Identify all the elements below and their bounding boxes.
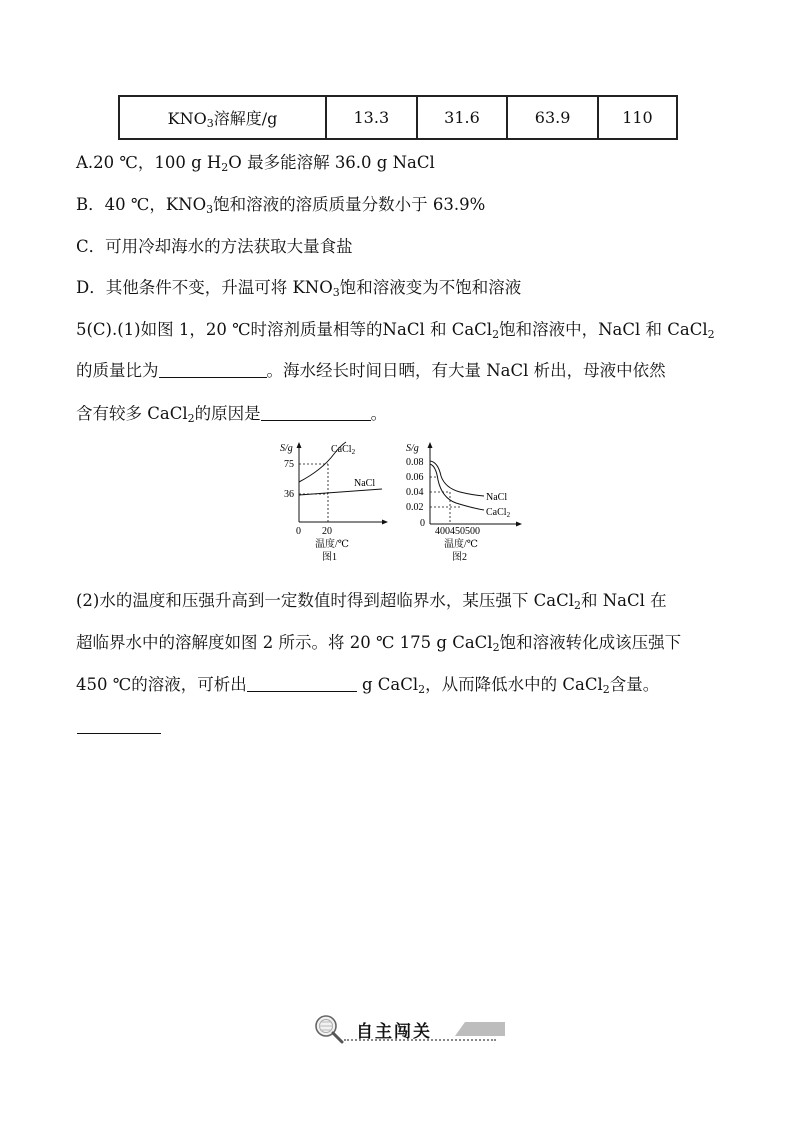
question-5-part-2-line-2: 超临界水中的溶解度如图 2 所示。将 20 ℃ 175 g CaCl$_2$饱和溶液转化成该压强下 [76,633,682,654]
figure-2-chart [400,440,525,565]
fig1-xlabel: 温度/℃ [315,539,349,550]
fig1-caption: 图1 [322,552,337,563]
answer-blank[interactable] [159,361,267,378]
fig2-xticks: 400450500 [435,526,480,537]
figure-1-chart [272,440,392,565]
fig2-series-cacl2 [430,464,484,510]
question-5-line-3: 含有较多 CaCl$_2$的原因是 。 [76,404,388,425]
separator-line [77,733,161,734]
answer-blank[interactable] [261,404,371,421]
fig1-y-arrow [297,442,302,448]
fig2-ytick: 0.02 [406,502,424,513]
option-c: C．可用冷却海水的方法获取大量食盐 [76,237,353,256]
fig1-series-label-nacl: NaCl [354,478,376,489]
question-5-line-2: 的质量比为 。海水经长时间日晒，有大量 NaCl 析出，母液中依然 [76,361,666,380]
fig1-xtick: 0 [296,526,301,537]
fig2-y-arrow [428,442,433,448]
answer-blank[interactable] [247,675,357,692]
footer-title: 自主闯关 [356,1022,432,1042]
solubility-table [118,95,678,140]
fig2-ytick: 0.08 [406,457,424,468]
fig2-ylabel: S/g [406,443,419,454]
fig1-ytick: 75 [284,459,294,470]
question-5-line-1: 5(C).(1)如图 1，20 ℃时溶剂质量相等的NaCl 和 CaCl$_2$饱和溶液中，NaCl 和 CaCl$_2$ [76,320,715,341]
fig2-ytick: 0.04 [406,487,424,498]
footer-dotted-rule [344,1039,496,1041]
fig1-xtick: 20 [322,526,332,537]
fig1-series-label-cacl2: CaCl$_2$ [331,444,356,456]
option-b: B．40 ℃，$KNO_3$饱和溶液的溶质质量分数小于 63.9% [76,195,486,216]
option-a: A.20 ℃，100 g $H_2O$ 最多能溶解 36.0 g NaCl [76,153,435,174]
question-5-part-2-line-1: (2)水的温度和压强升高到一定数值时得到超临界水，某压强下 CaCl$_2$和 NaCl 在 [76,591,667,612]
table-cell: 31.6 [417,96,508,139]
fig2-x-arrow [516,522,522,527]
fig1-series-nacl [299,489,382,495]
option-d: D．其他条件不变，升温可将 $KNO_3$饱和溶液变为不饱和溶液 [76,278,522,299]
fig2-caption: 图2 [452,552,467,563]
footer-banner-bar [455,1022,505,1036]
fig2-ytick: 0.06 [406,472,424,483]
fig2-series-label-nacl: NaCl [486,492,508,503]
fig1-ylabel: S/g [280,443,293,454]
question-5-part-2-line-3: 450 ℃的溶液，可析出 g CaCl$_2$，从而降低水中的 CaCl$_2$含量。 [76,675,660,696]
fig2-ytick: 0 [420,518,425,529]
table-cell: 63.9 [507,96,598,139]
table-header-cell: $KNO_3$溶解度/g [119,96,326,139]
fig2-xlabel: 温度/℃ [444,539,478,550]
fig1-ytick: 36 [284,489,294,500]
fig1-x-arrow [382,520,388,525]
fig2-series-label-cacl2: CaCl$_2$ [486,507,511,519]
table-cell: 13.3 [326,96,417,139]
table-cell: 110 [598,96,677,139]
table-row [119,96,677,139]
